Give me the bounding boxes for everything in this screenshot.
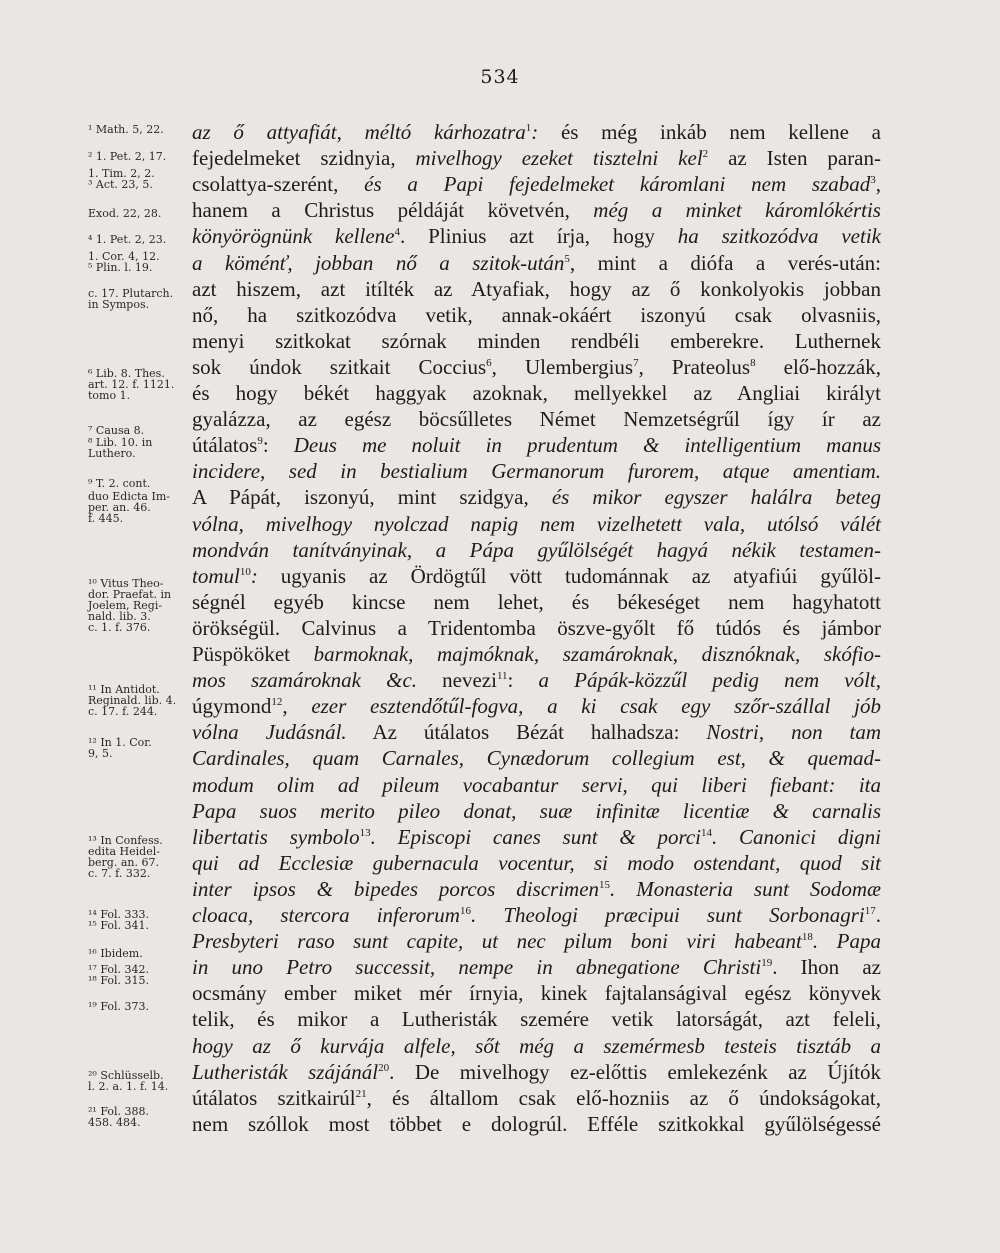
text-run: nem szóllok most többet e dologrúl. Efféle szitkokkal gyűlölségessé xyxy=(192,1111,881,1136)
footnote-ref: 13 xyxy=(359,826,371,839)
footnote-ref: 21 xyxy=(355,1087,367,1100)
text-run: csolattya-szerént, xyxy=(192,172,365,197)
margin-note: ¹⁴ Fol. 333. ¹⁵ Fol. 341. xyxy=(88,908,149,932)
text-line xyxy=(192,1060,881,1084)
footnote-ref: 10 xyxy=(239,565,251,578)
italic-text: Papa suos merito pileo donat, suæ infinitæ licentiæ & carnalis xyxy=(192,798,881,823)
text-line xyxy=(192,120,881,144)
margin-note: ¹⁹ Fol. 373. xyxy=(88,1000,149,1013)
text-line xyxy=(192,381,881,405)
text-line xyxy=(192,433,881,457)
page-number: 534 xyxy=(480,66,520,88)
text-line xyxy=(192,198,881,222)
text-line xyxy=(192,277,881,301)
italic-text: és mikor egyszer halálra beteg xyxy=(551,485,881,510)
text-line xyxy=(192,1112,881,1136)
text-run: örökségül. Calvinus a Tridentomba öszve-győlt fő túdós és jámbor xyxy=(192,615,881,640)
margin-note: ⁶ Lib. 8. Thes. art. 12. f. 1121. tomo 1. xyxy=(88,367,175,402)
text-line xyxy=(192,746,881,770)
italic-text: Deus me noluit in prudentum & intelligentium manus xyxy=(293,433,881,458)
text-run: telik, és mikor a Lutheristák szemére vetik latorságát, azt feleli, xyxy=(192,1007,881,1032)
margin-note: ¹¹ In Antidot. Reginald. lib. 4. c. 17. f. 244. xyxy=(88,683,177,718)
text-run: , xyxy=(282,694,312,719)
italic-text: incidere, sed in bestialium Germanorum furorem, atque amentiam. xyxy=(192,459,881,484)
margin-note: ⁴ 1. Pet. 2, 23. xyxy=(88,233,167,246)
text-line xyxy=(192,877,881,901)
text-line xyxy=(192,955,881,979)
text-line xyxy=(192,616,881,640)
italic-text: inter ipsos & bipedes porcos discrimen xyxy=(192,876,600,901)
text-line xyxy=(192,668,881,692)
margin-note: 1. Tim. 2, 2. ³ Act. 23, 5. xyxy=(88,167,155,191)
italic-text: ezer esztendőtűl-fogva, a ki csak egy szőr-szállal jób xyxy=(311,694,882,719)
footnote-ref: 14 xyxy=(701,826,712,839)
text-line xyxy=(192,590,881,614)
margin-note: ¹⁷ Fol. 342. ¹⁸ Fol. 315. xyxy=(88,963,149,987)
italic-text: még a minket káromlókértis xyxy=(593,198,881,223)
text-line xyxy=(192,1086,881,1110)
text-run: ségnél egyéb kincse nem lehet, és békeséget nem hagyhatott xyxy=(192,589,881,614)
text-line xyxy=(192,172,881,196)
italic-text: barmoknak, majmóknak, szamároknak, disznóknak, skófio- xyxy=(313,642,882,666)
italic-text: mos szamároknak &c. xyxy=(192,668,418,693)
italic-text: a köménť, jobban nő a szitok-után xyxy=(192,250,565,275)
italic-text: . Episcopi canes sunt & porci xyxy=(370,824,701,849)
text-line xyxy=(192,538,881,562)
italic-text: ha szitkozódva vetik xyxy=(677,224,881,249)
text-line xyxy=(192,485,881,509)
text-run: azt hiszem, azt itílték az Atyafiak, hogy az ő konkolyokis jobban xyxy=(192,276,881,301)
text-line xyxy=(192,903,881,927)
text-line xyxy=(192,799,881,823)
margin-note: ²¹ Fol. 388. 458. 484. xyxy=(88,1105,149,1129)
footnote-ref: 17 xyxy=(864,905,876,917)
text-line xyxy=(192,1034,881,1058)
text-run: . Ihon az xyxy=(772,955,881,980)
margin-note: ⁸ Lib. 10. in Luthero. xyxy=(88,436,153,460)
italic-text: modum olim ad pileum vocabantur servi, qui liberi fiebant: ita xyxy=(192,772,881,797)
margin-note: ² 1. Pet. 2, 17. xyxy=(88,150,167,163)
text-line xyxy=(192,825,881,849)
margin-note: Exod. 22, 28. xyxy=(88,207,162,220)
italic-text: mivelhogy ezeket tisztelni kel xyxy=(415,146,703,171)
text-line xyxy=(192,329,881,353)
italic-text: . Monasteria sunt Sodomæ xyxy=(610,876,882,901)
italic-text: vólna Judásnál. xyxy=(192,720,347,745)
text-run: sok úndok szitkait Coccius xyxy=(192,354,487,379)
text-run: és hogy békét haggyak azoknak, mellyekkel az Angliai királyt xyxy=(192,381,881,405)
italic-text: Lutheristák szájánál xyxy=(192,1059,379,1084)
text-line xyxy=(192,355,881,379)
text-line xyxy=(192,224,881,248)
text-line xyxy=(192,851,881,875)
footnote-ref: 11 xyxy=(496,670,508,683)
text-run: és még inkáb nem kellene a xyxy=(538,120,881,144)
footnote-ref: 5 xyxy=(564,252,570,265)
text-line xyxy=(192,564,881,588)
footnote-ref: 2 xyxy=(702,148,709,161)
footnote-ref: 9 xyxy=(257,435,263,448)
margin-note: ⁷ Causa 8. xyxy=(88,424,145,437)
margin-note: ²⁰ Schlüsselb. l. 2. a. 1. f. 14. xyxy=(88,1069,169,1093)
text-line xyxy=(192,1007,881,1031)
text-run: , és általlom csak elő-hozniis az ő úndokságokat, xyxy=(366,1085,881,1110)
text-run: úgymond xyxy=(192,694,272,719)
margin-note: 1. Cor. 4, 12. ⁵ Plin. l. 19. xyxy=(88,250,160,274)
margin-note: ¹⁰ Vitus Theo- dor. Praefat. in Joelem, Regi- nald. lib. 3. c. 1. f. 376. xyxy=(88,577,172,634)
text-run: fejedelmeket szidnyia, xyxy=(192,146,416,171)
italic-text: . Papa xyxy=(812,929,882,954)
text-line xyxy=(192,459,881,483)
text-run: : xyxy=(262,433,294,458)
margin-note: ¹ Math. 5, 22. xyxy=(88,123,164,136)
text-run: ocsmány ember miket mér írnyia, kinek fajtalanságival egész könyvek xyxy=(192,981,881,1006)
margin-note: ¹⁶ Ibidem. xyxy=(88,947,143,960)
footnote-ref: 16 xyxy=(459,905,471,917)
margin-note: duo Edicta Im- per. an. 46. f. 445. xyxy=(88,490,170,525)
text-run: gyalázza, az egész böcsűlletes Német Nemzetségrűl így ír az xyxy=(192,407,881,432)
footnote-ref: 20 xyxy=(378,1061,390,1074)
text-line xyxy=(192,929,881,953)
text-line xyxy=(192,407,881,431)
text-run: , mint a diófa a verés-után: xyxy=(569,250,881,275)
footnote-ref: 8 xyxy=(750,356,756,369)
text-run: , Prateolus xyxy=(638,354,751,379)
text-line xyxy=(192,981,881,1005)
footnote-ref: 12 xyxy=(271,696,283,709)
text-run: Püspököket xyxy=(192,642,314,666)
text-run: Az útálatos Bézát halhadsza: xyxy=(346,720,707,745)
text-line xyxy=(192,720,881,744)
footnote-ref: 19 xyxy=(761,957,773,970)
footnote-ref: 1 xyxy=(525,122,532,134)
text-line xyxy=(192,251,881,275)
italic-text: . Theologi præcipui sunt Sorbonagri xyxy=(470,903,865,927)
footnote-ref: 6 xyxy=(486,356,492,369)
text-run: . De mivelhogy ez-előttis emlekezénk az Újítók xyxy=(389,1059,881,1084)
footnote-ref: 15 xyxy=(599,878,611,891)
italic-text: in uno Petro successit, nempe in abnegatione Christi xyxy=(192,955,762,980)
italic-text: qui ad Ecclesiæ gubernacula vocentur, si modo ostendant, quod sit xyxy=(192,850,881,875)
text-run: nevezi xyxy=(417,668,497,693)
margin-note: c. 17. Plutarch. in Sympos. xyxy=(88,287,174,311)
italic-text: könyörögnünk kellene xyxy=(192,224,395,249)
text-line xyxy=(192,773,881,797)
text-line xyxy=(192,303,881,327)
footnote-ref: 3 xyxy=(870,174,876,187)
text-line xyxy=(192,642,881,666)
italic-text: tomul xyxy=(192,563,240,588)
text-run: . Plinius azt írja, hogy xyxy=(399,224,678,249)
text-run: . xyxy=(875,903,881,927)
italic-text: : xyxy=(250,563,258,588)
footnote-ref: 18 xyxy=(801,931,813,944)
text-run: , Ulembergius xyxy=(491,354,634,379)
italic-text: . Canonici digni xyxy=(712,824,881,849)
text-line xyxy=(192,146,881,170)
margin-note: ¹² In 1. Cor. 9, 5. xyxy=(88,736,152,760)
text-run: hanem a Christus példáját követvén, xyxy=(192,198,594,223)
text-run: nő, ha szitkozódva vetik, annak-okáért iszonyú csak olvasniis, xyxy=(192,302,881,327)
italic-text: a Pápák-közzűl pedig nem vólt, xyxy=(538,668,881,693)
italic-text: az ő attyafiát, méltó kárhozatra xyxy=(192,120,526,144)
margin-note: ⁹ T. 2. cont. xyxy=(88,477,151,490)
italic-text: cloaca, stercora inferorum xyxy=(192,903,460,927)
text-run: útálatos szitkairúl xyxy=(192,1085,356,1110)
text-run: menyi szitkokat szórnak minden rendbéli emberekre. Luthernek xyxy=(192,328,881,353)
italic-text: és a Papi fejedelmeket káromlani nem szabad xyxy=(364,172,871,197)
text-run: útálatos xyxy=(192,433,258,458)
italic-text: hogy az ő kurvája alfele, sőt még a szemérmesb testeis tisztáb a xyxy=(192,1033,881,1058)
text-run: az Isten paran- xyxy=(708,146,881,171)
italic-text: Cardinales, quam Carnales, Cynædorum collegium est, & quemad- xyxy=(192,746,881,771)
italic-text: mondván tanítványinak, a Pápa gyűlölségét hagyá nékik testamen- xyxy=(192,537,881,562)
italic-text: : xyxy=(531,120,539,144)
text-line xyxy=(192,694,881,718)
text-run: A Pápát, iszonyú, mint szidgya, xyxy=(192,485,552,510)
text-run: ugyanis az Ördögtűl vött tudománnak az atyafiúi gyűlöl- xyxy=(257,563,881,588)
footnote-ref: 4 xyxy=(394,226,400,239)
text-run: : xyxy=(507,668,539,693)
text-line xyxy=(192,512,881,536)
footnote-ref: 7 xyxy=(633,356,639,369)
italic-text: Nostri, non tam xyxy=(706,720,881,745)
italic-text: libertatis symbolo xyxy=(192,824,360,849)
text-run: elő-hozzák, xyxy=(755,354,881,379)
text-run: , xyxy=(875,172,881,197)
italic-text: vólna, mivelhogy nyolczad napig nem vizelhetett vala, utólsó válét xyxy=(192,511,881,536)
italic-text: Presbyteri raso sunt capite, ut nec pilum boni viri habeant xyxy=(192,929,802,954)
margin-note: ¹³ In Confess. edita Heidel- berg. an. 67. c. 7. f. 332. xyxy=(88,834,163,880)
